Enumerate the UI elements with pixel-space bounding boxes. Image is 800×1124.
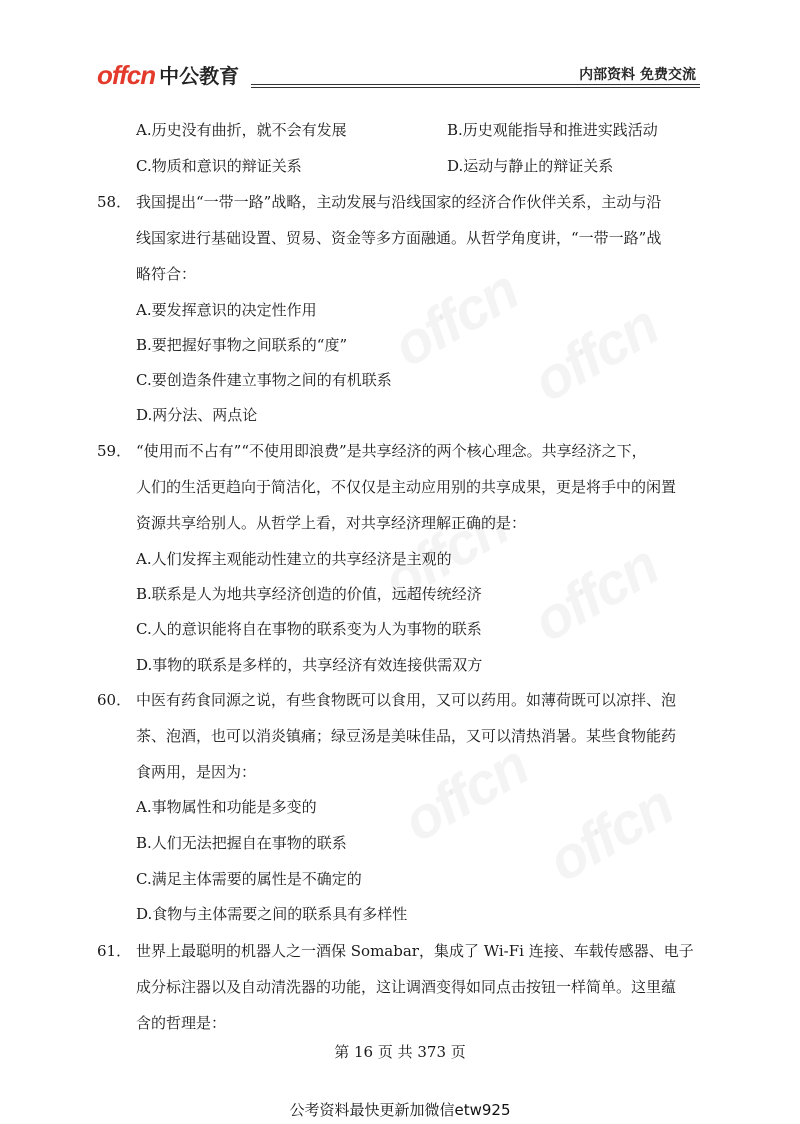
option-a: A.人们发挥主观能动性建立的共享经济是主观的 — [136, 550, 452, 568]
question-number: 60． — [97, 691, 132, 709]
question-stem: 中医有药食同源之说，有些食物既可以食用，又可以药用。如薄荷既可以凉拌、泡 — [136, 691, 677, 709]
header-rule — [251, 87, 700, 88]
option-a: A.事物属性和功能是多变的 — [136, 798, 317, 816]
question-stem: 资源共享给别人。从哲学上看，对共享经济理解正确的是： — [136, 514, 527, 532]
question-stem: 含的哲理是： — [136, 1014, 227, 1032]
header-notice: 内部资料 免费交流 — [579, 67, 696, 83]
option-d: D.事物的联系是多样的，共享经济有效连接供需双方 — [136, 656, 483, 674]
question-stem: “使用而不占有”“不使用即浪费”是共享经济的两个核心理念。共享经济之下， — [136, 442, 647, 460]
question-stem: 食两用，是因为： — [136, 763, 257, 781]
option-c: C.物质和意识的辩证关系 — [136, 157, 302, 175]
page-header — [97, 62, 700, 88]
option-c: C.要创造条件建立事物之间的有机联系 — [136, 371, 392, 389]
logo-cn-text: 中公教育 — [159, 64, 240, 88]
footer-note: 公考资料最快更新加微信etw925 — [289, 1101, 511, 1119]
question-number: 58． — [97, 193, 132, 211]
watermark — [382, 257, 529, 380]
question-stem: 人们的生活更趋向于简洁化，不仅仅是主动应用别的共享成果，更是将手中的闲置 — [136, 478, 677, 496]
watermark — [522, 292, 669, 415]
logo-latin-text: offcn — [97, 60, 156, 90]
question-stem: 成分标注器以及自动清洗器的功能，这让调酒变得如同点击按钮一样简单。这里蕴 — [136, 978, 677, 996]
question-stem: 略符合： — [136, 265, 197, 283]
offcn-logo — [97, 62, 239, 88]
question-number: 59． — [97, 442, 132, 460]
question-stem: 世界上最聪明的机器人之一酒保 Somabar，集成了 Wi-Fi 连接、车载传感器、电子 — [136, 942, 694, 960]
option-c: C.满足主体需要的属性是不确定的 — [136, 870, 362, 888]
question-stem: 我国提出“一带一路”战略，主动发展与沿线国家的经济合作伙伴关系，主动与沿 — [136, 193, 662, 211]
option-a: A.要发挥意识的决定性作用 — [136, 301, 317, 319]
option-d: D.运动与静止的辩证关系 — [447, 157, 614, 175]
question-stem: 茶、泡酒，也可以消炎镇痛；绿豆汤是美味佳品，又可以清热消暑。某些食物能药 — [136, 727, 677, 745]
question-stem: 线国家进行基础设置、贸易、资金等多方面融通。从哲学角度讲，“一带一路”战 — [136, 229, 662, 247]
page-number: 第 16 页 共 373 页 — [334, 1043, 466, 1061]
option-d: D.两分法、两点论 — [136, 406, 258, 424]
watermark — [522, 532, 669, 655]
option-c: C.人的意识能将自在事物的联系变为人为事物的联系 — [136, 620, 482, 638]
option-b: B.人们无法把握自在事物的联系 — [136, 834, 347, 852]
question-number: 61． — [97, 942, 132, 960]
option-b: B.要把握好事物之间联系的“度” — [136, 336, 348, 354]
watermark — [537, 772, 684, 895]
option-b: B.历史观能指导和推进实践活动 — [447, 121, 658, 139]
header-rule — [251, 84, 700, 85]
option-b: B.联系是人为地共享经济创造的价值，远超传统经济 — [136, 585, 482, 603]
option-a: A.历史没有曲折，就不会有发展 — [136, 121, 347, 139]
option-d: D.食物与主体需要之间的联系具有多样性 — [136, 905, 408, 923]
watermark — [392, 732, 539, 855]
